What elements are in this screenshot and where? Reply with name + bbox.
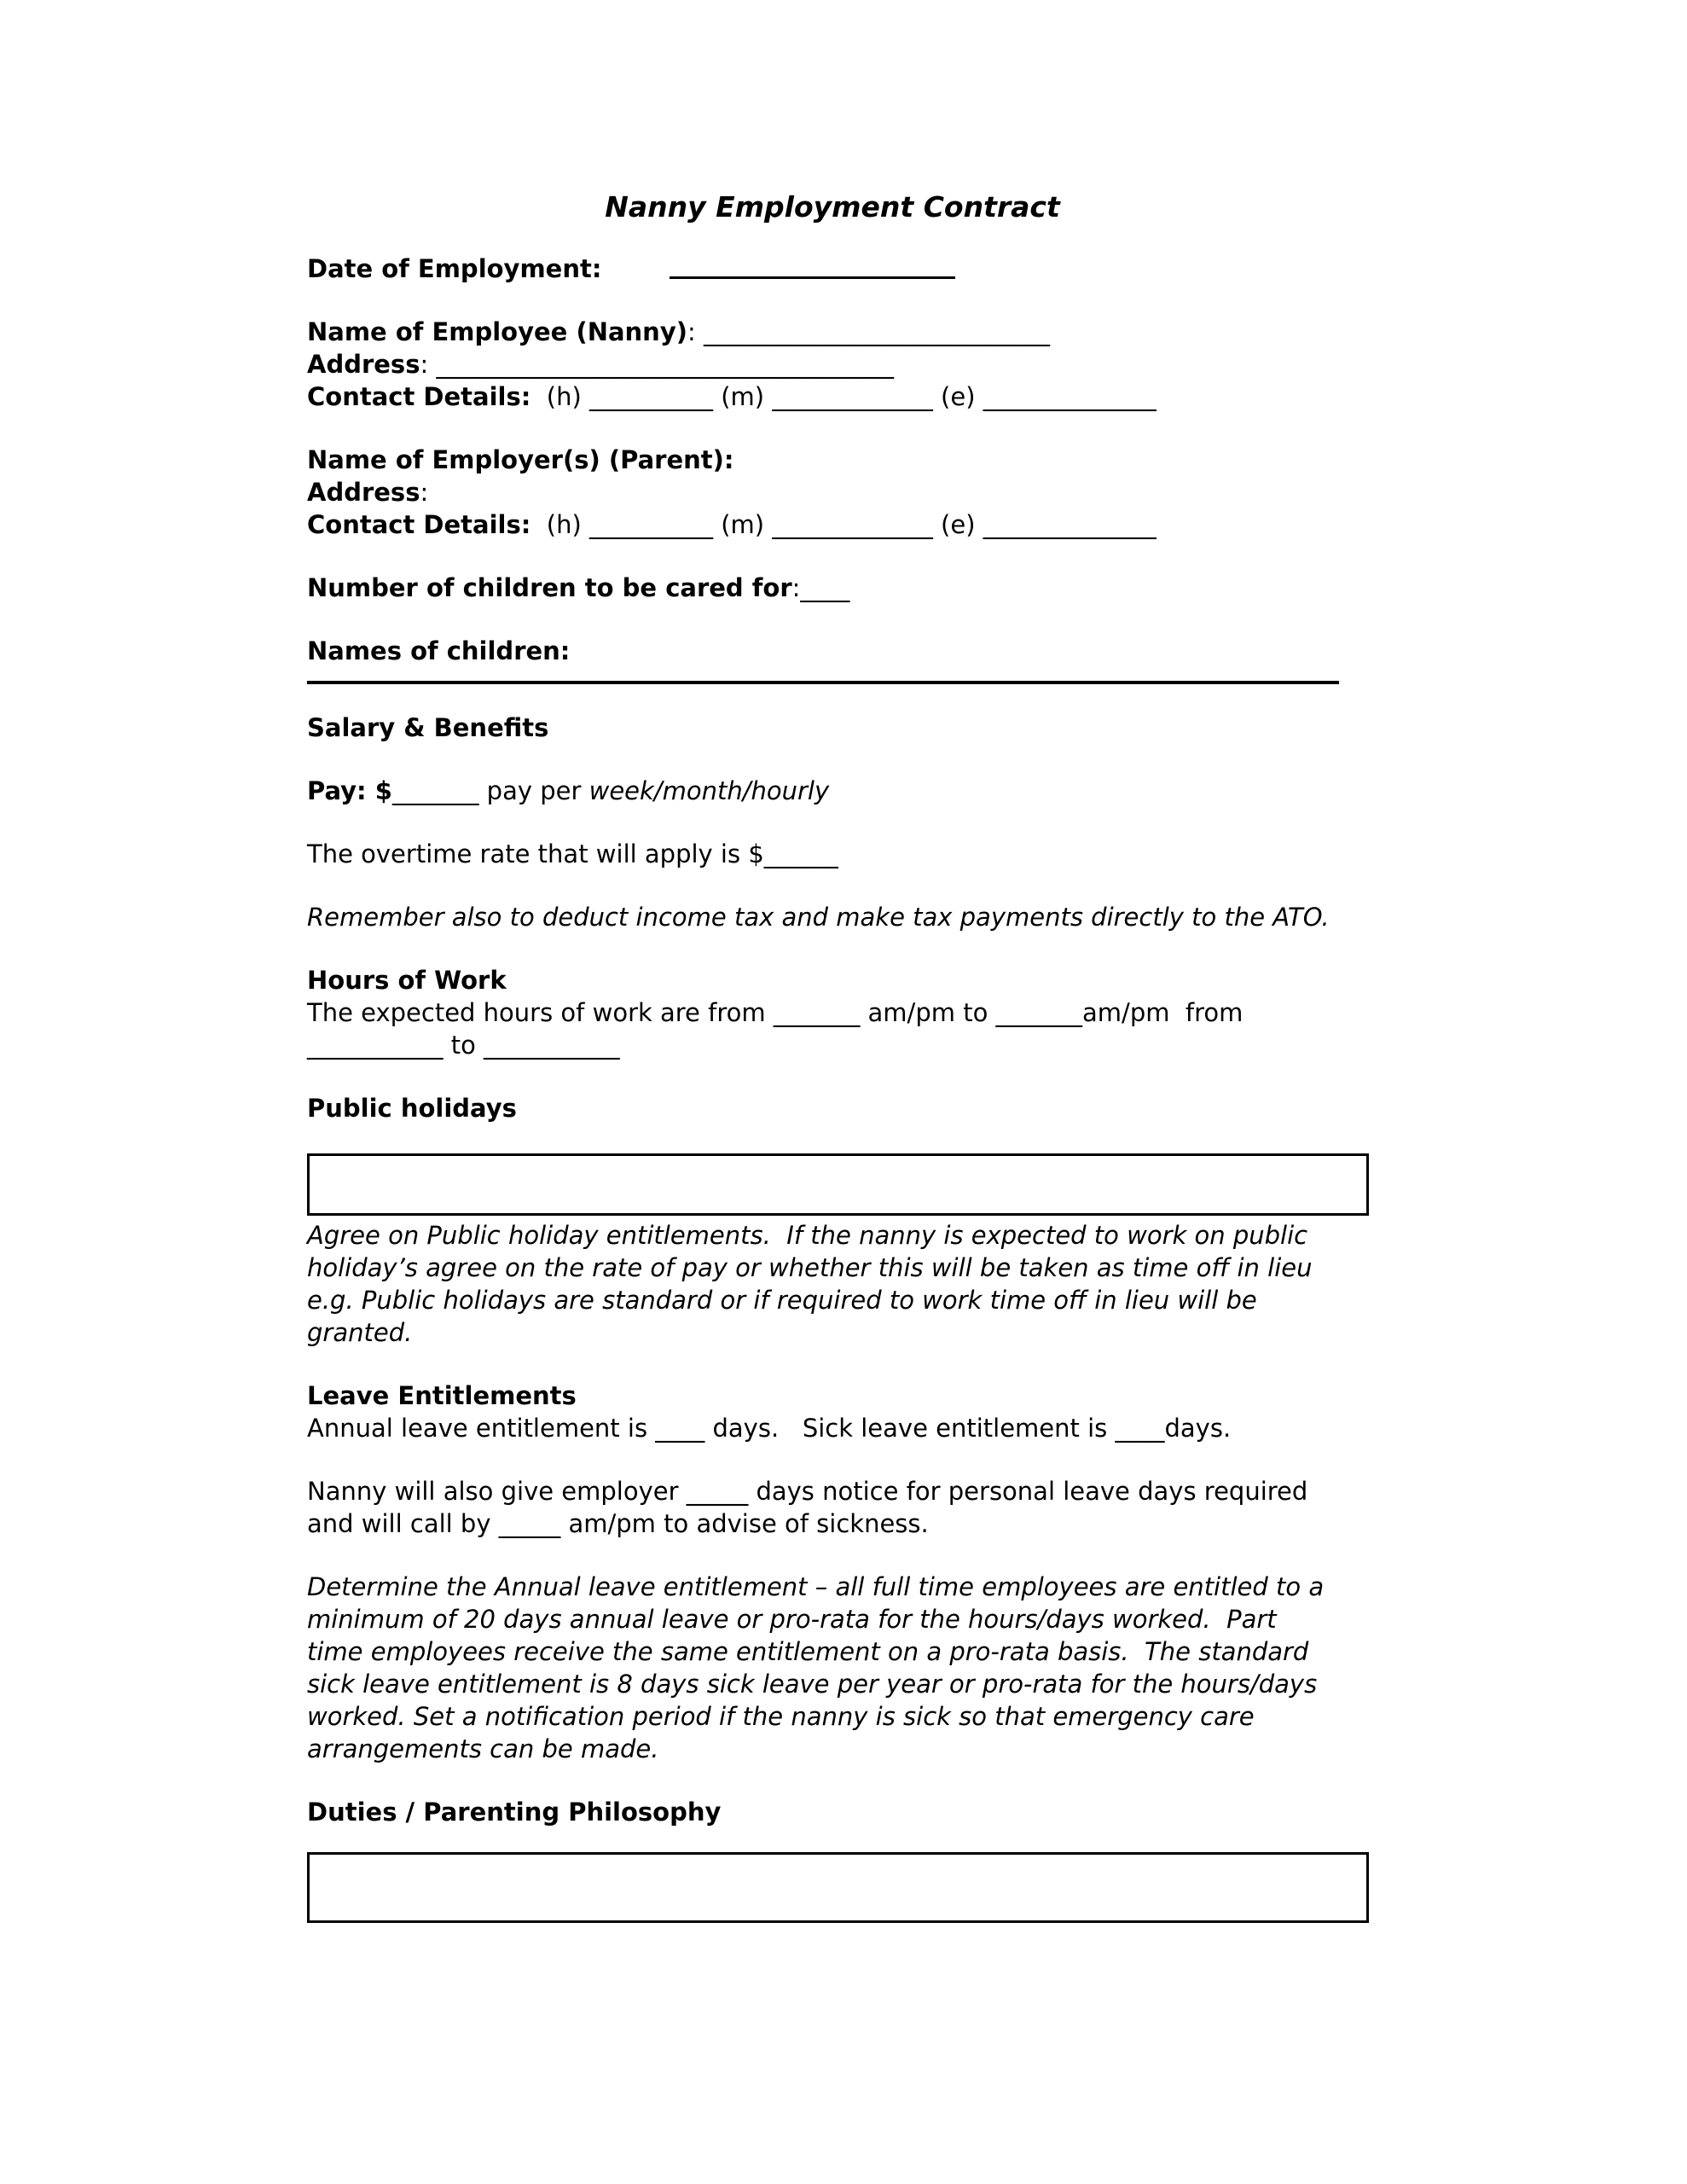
employee-address-blank: : _____________________________________ (420, 350, 894, 379)
overtime-row (307, 838, 1358, 870)
children-count-label: Number of children to be cared for (307, 573, 792, 602)
employer-details-line-3 (307, 508, 1358, 541)
hours-of-work-line-3 (307, 1029, 1358, 1061)
public-holidays-note (307, 1219, 1358, 1349)
employee-details-line-1 (307, 316, 1358, 348)
employer-address-colon: : (420, 478, 429, 507)
ph-note-4: granted. (307, 1318, 413, 1347)
public-holidays-note-line-3 (307, 1284, 1358, 1316)
date-of-employment-row (307, 253, 1358, 285)
date-of-employment-label: Date of Employment: (307, 254, 602, 283)
tax-note-line-1 (307, 901, 1358, 933)
contract-title (307, 189, 1358, 225)
personal-leave-notice (307, 1475, 1358, 1540)
public-holidays-note-line-2 (307, 1252, 1358, 1284)
employer-details-line-1 (307, 444, 1358, 476)
duties-box (307, 1852, 1369, 1923)
leave-entitlements (307, 1380, 1358, 1444)
leave-note-line-5 (307, 1700, 1358, 1733)
personal-leave-notice-line-1 (307, 1475, 1358, 1507)
leave-note-3: time employees receive the same entitlement on a pro-rata basis. The standard (307, 1637, 1309, 1666)
employee-address-label: Address (307, 350, 420, 379)
public-holidays-box (307, 1153, 1369, 1216)
hours-of-work (307, 964, 1358, 1061)
children-names-label-row (307, 635, 1358, 667)
leave-entitlements-line-2 (307, 1412, 1358, 1444)
pay-label: Pay: $ (307, 776, 392, 805)
public-holidays-heading (307, 1092, 1358, 1124)
children-names-label: Names of children: (307, 636, 571, 665)
duties-heading (307, 1796, 1358, 1828)
employee-details-line-2 (307, 348, 1358, 380)
personal-leave-text-1: Nanny will also give employer _____ days notice for personal leave days required (307, 1477, 1308, 1506)
employee-details (307, 316, 1358, 413)
children-count-row-line-1 (307, 572, 1358, 604)
public-holidays-note-line-4 (307, 1316, 1358, 1349)
hours-of-work-line-1 (307, 964, 1358, 996)
leave-note-line-3 (307, 1635, 1358, 1668)
leave-note-2: minimum of 20 days annual leave or pro-rata for the hours/days worked. Part (307, 1605, 1277, 1634)
leave-note-line-4 (307, 1668, 1358, 1700)
leave-note (307, 1571, 1358, 1765)
children-names-label-row-line-1 (307, 635, 1358, 667)
employee-name-label: Name of Employee (Nanny) (307, 317, 687, 346)
leave-note-4: sick leave entitlement is 8 days sick leave per year or pro-rata for the hours/days (307, 1670, 1318, 1699)
employee-contact-blanks: (h) __________ (m) _____________ (e) ______________ (530, 382, 1157, 411)
children-count-row (307, 572, 1358, 604)
ph-note-1: Agree on Public holiday entitlements. If the nanny is expected to work on public (307, 1221, 1308, 1250)
duties-label: Duties / Parenting Philosophy (307, 1798, 722, 1827)
ph-note-2: holiday’s agree on the rate of pay or whether this will be taken as time off in lieu (307, 1253, 1313, 1282)
leave-note-line-1 (307, 1571, 1358, 1603)
salary-benefits-label: Salary & Benefits (307, 713, 549, 742)
hours-of-work-line-2 (307, 996, 1358, 1029)
duties-heading-line-1 (307, 1796, 1358, 1828)
personal-leave-text-2: and will call by _____ am/pm to advise of sickness. (307, 1509, 929, 1538)
leave-note-line-2 (307, 1603, 1358, 1635)
date-fill-line (670, 276, 955, 279)
pay-period-options: week/month/hourly (588, 776, 830, 805)
leave-entitlements-label: Leave Entitlements (307, 1381, 577, 1410)
pay-row (307, 775, 1358, 807)
salary-benefits-heading-line-1 (307, 712, 1358, 744)
overtime-text: The overtime rate that will apply is $______ (307, 839, 838, 868)
employer-name-label: Name of Employer(s) (Parent): (307, 445, 734, 474)
children-names-rule (307, 681, 1339, 684)
leave-note-1: Determine the Annual leave entitlement – all full time employees are entitled to a (307, 1572, 1325, 1601)
hours-text-1: The expected hours of work are from _______ am/pm to _______am/pm from (307, 998, 1244, 1027)
tax-note (307, 901, 1358, 933)
ph-note-3: e.g. Public holidays are standard or if required to work time off in lieu will be (307, 1286, 1257, 1315)
pay-blank: _______ pay per (391, 776, 589, 805)
employee-details-line-3 (307, 380, 1358, 413)
leave-note-6: arrangements can be made. (307, 1734, 659, 1763)
leave-note-5: worked. Set a notification period if the nanny is sick so that emergency care (307, 1702, 1255, 1731)
employer-details (307, 444, 1358, 541)
public-holidays-heading-line-1 (307, 1092, 1358, 1124)
employer-details-line-2 (307, 476, 1358, 508)
contract-title-line-1 (307, 189, 1358, 225)
pay-row-line-1 (307, 775, 1358, 807)
contract-document (307, 189, 1358, 1923)
tax-note-text: Remember also to deduct income tax and make tax payments directly to the ATO. (307, 903, 1330, 932)
page-title: Nanny Employment Contract (605, 190, 1060, 224)
date-of-employment-row-line-1 (307, 253, 1358, 285)
leave-entitlements-line-1 (307, 1380, 1358, 1412)
employee-contact-label: Contact Details: (307, 382, 531, 411)
leave-entitlements-text: Annual leave entitlement is ____ days. Sick leave entitlement is ____days. (307, 1414, 1232, 1443)
leave-note-line-6 (307, 1733, 1358, 1765)
hours-text-2: ___________ to ___________ (307, 1031, 620, 1060)
public-holidays-label: Public holidays (307, 1094, 517, 1123)
employee-name-blank: : ____________________________ (687, 317, 1050, 346)
personal-leave-notice-line-2 (307, 1507, 1358, 1540)
salary-benefits-heading (307, 712, 1358, 744)
employer-address-label: Address (307, 478, 420, 507)
children-count-blank: :____ (791, 573, 850, 602)
employer-contact-blanks: (h) __________ (m) _____________ (e) ______________ (530, 510, 1157, 539)
hours-of-work-label: Hours of Work (307, 966, 507, 995)
public-holidays-note-line-1 (307, 1219, 1358, 1252)
overtime-row-line-1 (307, 838, 1358, 870)
employer-contact-label: Contact Details: (307, 510, 531, 539)
